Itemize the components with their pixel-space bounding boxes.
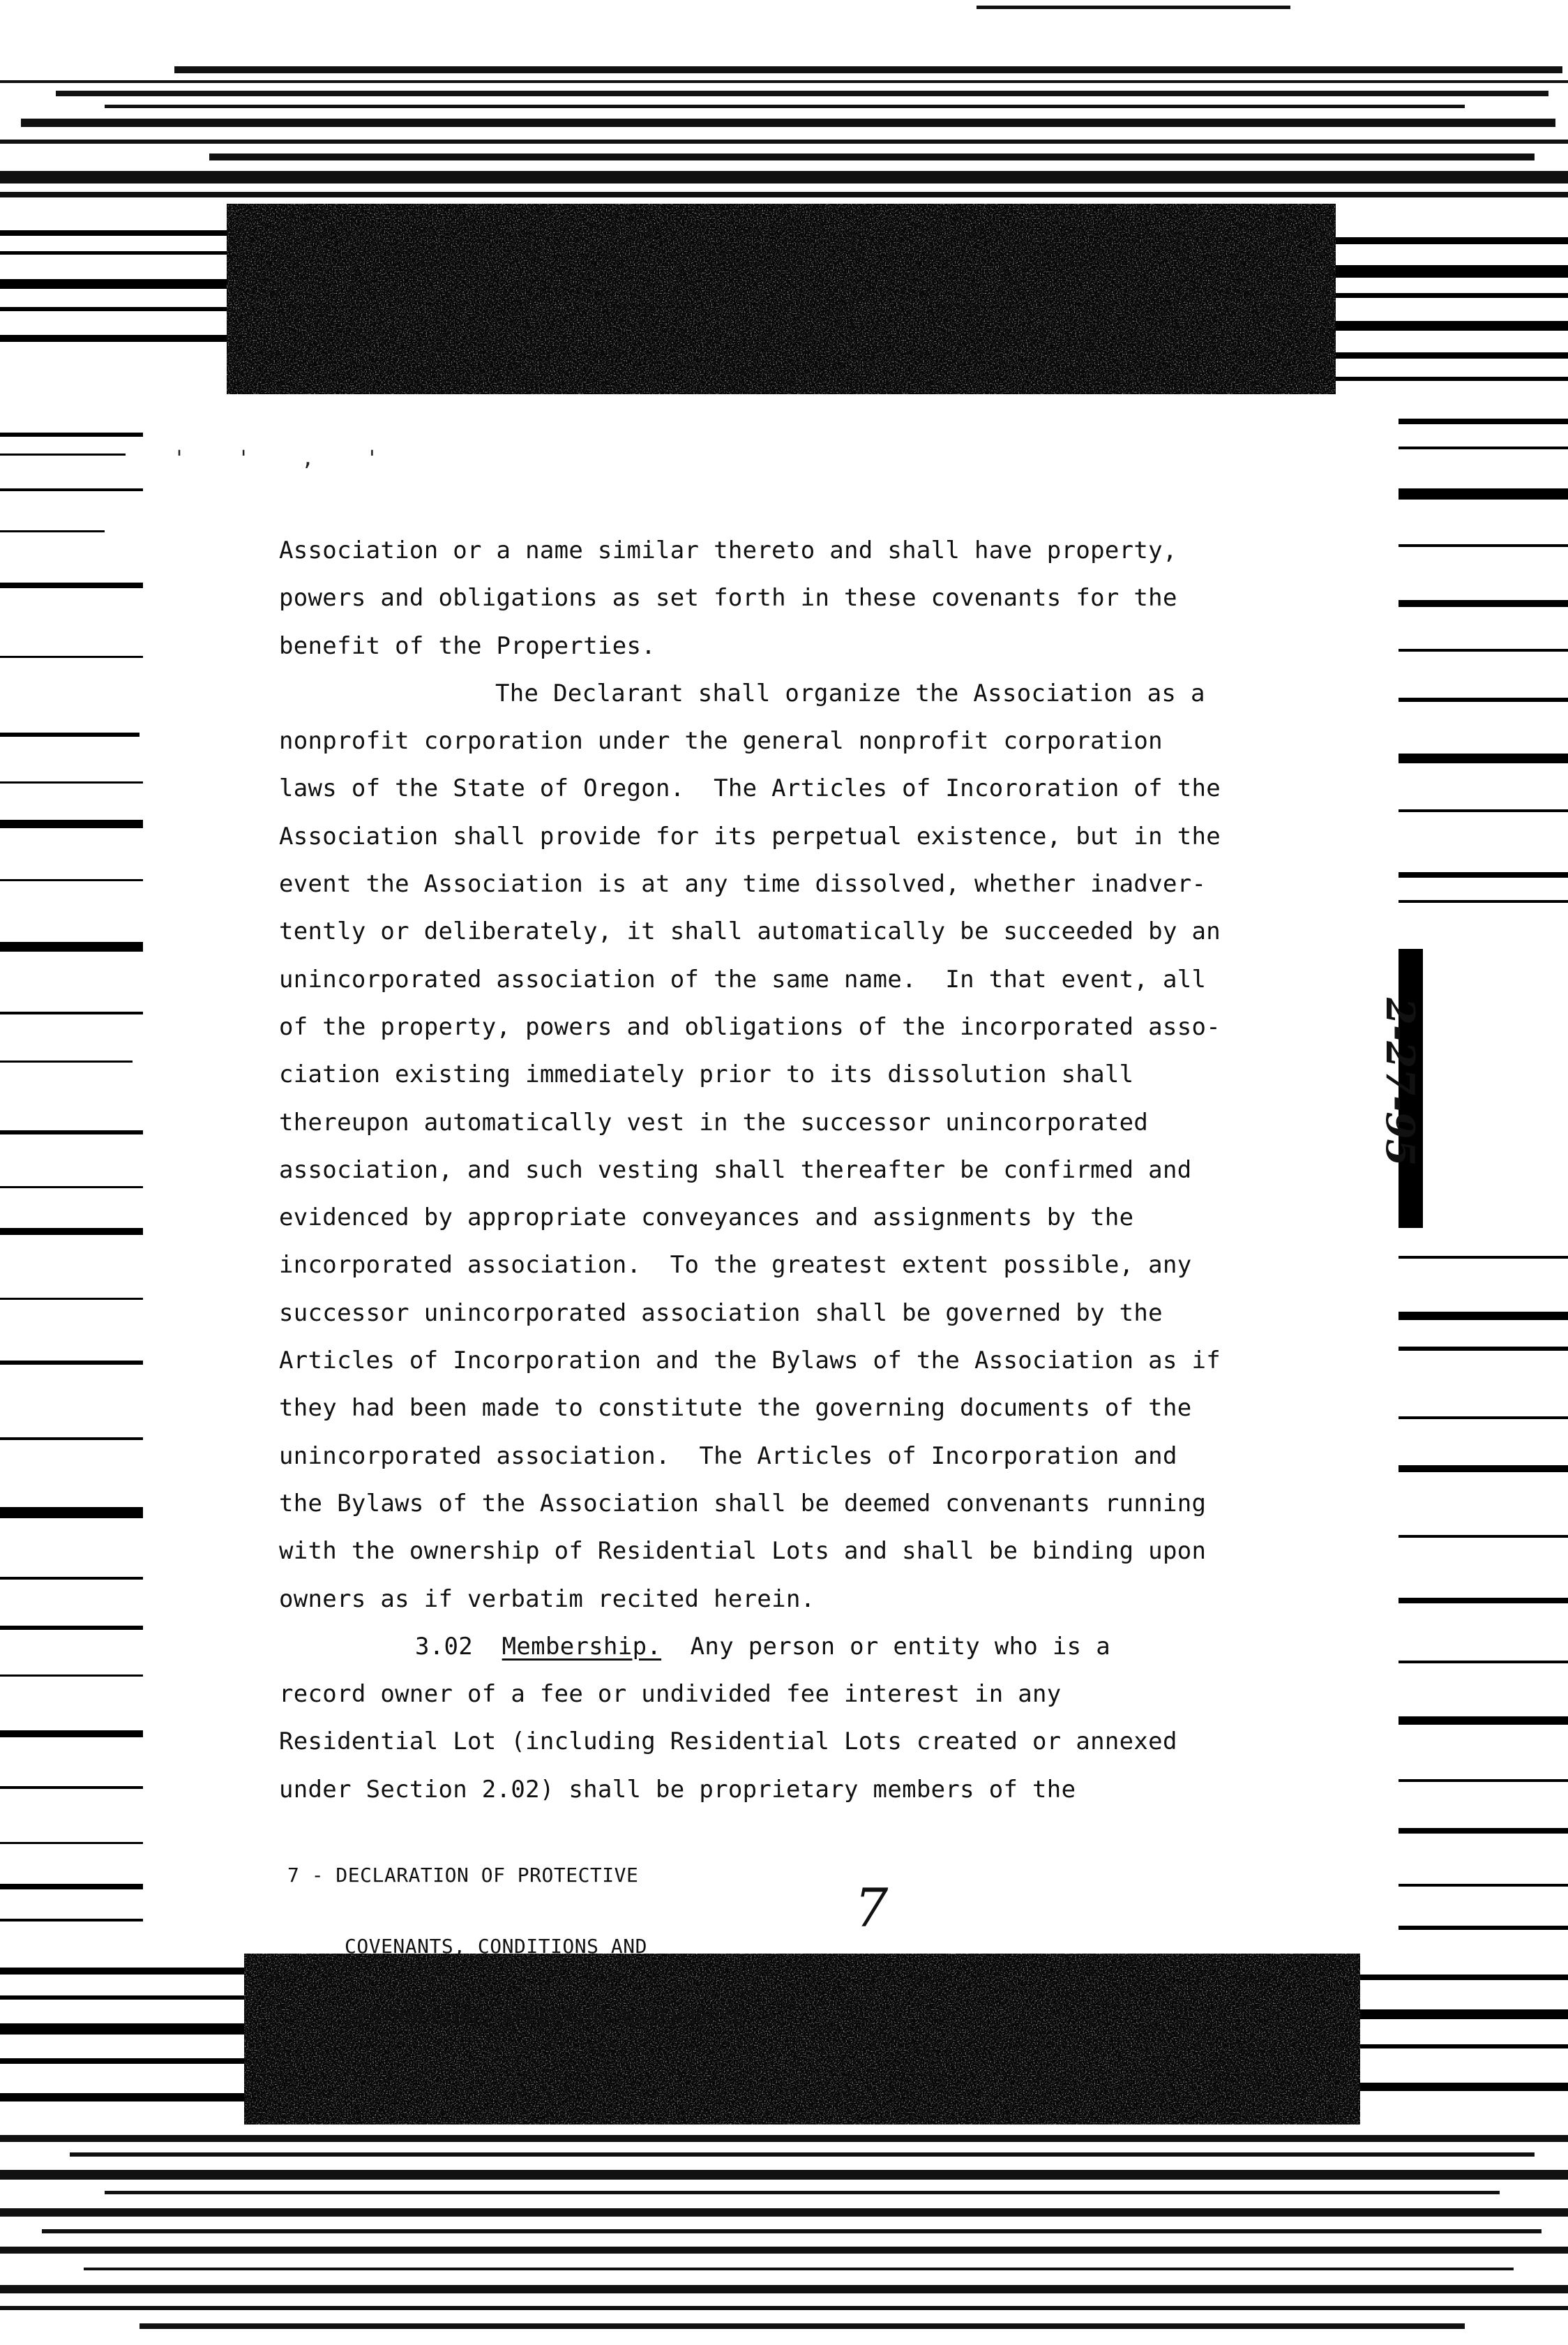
section-text: Any person or entity who is a [661, 1632, 1110, 1661]
document-body [279, 527, 1256, 1813]
footer-line: 7 - DECLARATION OF PROTECTIVE [287, 1864, 639, 1887]
text-line: incorporated association. To the greatest extent possible, any [279, 1251, 1192, 1280]
text-line: event the Association is at any time dissolved, whether inadver- [279, 870, 1207, 899]
text-line: laws of the State of Oregon. The Articles of Incororation of the [279, 774, 1221, 803]
text-line: they had been made to constitute the governing documents of the [279, 1394, 1192, 1423]
text-line: Association shall provide for its perpetual existence, but in the [279, 822, 1221, 851]
text-line: association, and such vesting shall thereafter be confirmed and [279, 1155, 1192, 1184]
paragraph-start-line: The Declarant shall organize the Association as a [495, 679, 1205, 707]
text-line: Residential Lot (including Residential Lots created or annexed [279, 1728, 1177, 1756]
text-line: evidenced by appropriate conveyances and assignments by the [279, 1204, 1134, 1232]
section-heading: Membership. [502, 1632, 662, 1661]
section-heading-line [279, 1623, 1256, 1670]
text-line: benefit of the Properties. [279, 631, 656, 660]
text-line: unincorporated association of the same name. In that event, all [279, 965, 1207, 994]
text-line: ciation existing immediately prior to its dissolution shall [279, 1061, 1134, 1089]
text-line: nonprofit corporation under the general nonprofit corporation [279, 727, 1163, 756]
stray-marks: ' ' , ' [173, 447, 398, 471]
handwritten-page-number: 7 [854, 1877, 889, 1939]
text-line: owners as if verbatim recited herein. [279, 1584, 815, 1613]
margin-date-stamp: 2-27-95 [1377, 998, 1423, 1167]
page-footer [287, 1816, 744, 2053]
footer-line: RESTRUCTIONS AFFECTING WATERHOUSE [345, 2006, 744, 2029]
footer-line: COVENANTS, CONDITIONS AND [345, 1935, 647, 1958]
text-line: Articles of Incorporation and the Bylaws of the Association as if [279, 1347, 1221, 1375]
section-number: 3.02 [415, 1632, 474, 1661]
text-line: with the ownership of Residential Lots and shall be binding upon [279, 1537, 1207, 1566]
text-line: the Bylaws of the Association shall be deemed convenants running [279, 1489, 1207, 1518]
text-line: of the property, powers and obligations of the incorporated asso- [279, 1012, 1221, 1041]
text-line: Association or a name similar thereto and shall have property, [279, 537, 1177, 564]
text-line: under Section 2.02) shall be proprietary members of the [279, 1775, 1076, 1804]
text-line: record owner of a fee or undivided fee interest in any [279, 1680, 1062, 1709]
text-line: successor unincorporated association shall be governed by the [279, 1298, 1163, 1327]
text-line: unincorporated association. The Articles of Incorporation and [279, 1441, 1177, 1470]
text-line: powers and obligations as set forth in these covenants for the [279, 584, 1177, 613]
text-line: tently or deliberately, it shall automatically be succeeded by an [279, 917, 1221, 946]
text-line: thereupon automatically vest in the successor unincorporated [279, 1108, 1149, 1137]
